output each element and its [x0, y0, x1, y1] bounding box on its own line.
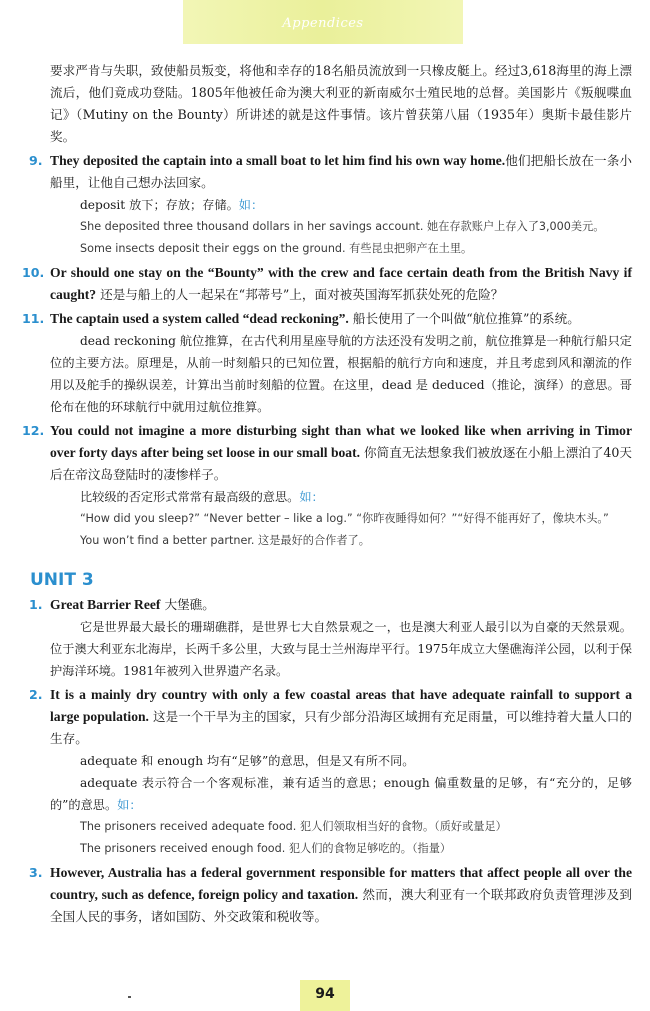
note-term: adequate 表示符合一个客观标准，兼有适当的意思；enough 偏重数量的足够，有“充分的，足够的”的意思。: [50, 776, 632, 812]
example-line: [32, 508, 632, 530]
item-number: 3.: [29, 865, 43, 880]
header-title: Appendices: [282, 16, 364, 31]
item-english: The captain used a system called “dead reckoning”.: [50, 311, 349, 326]
item-note: 它是世界最大最长的珊瑚礁群，是世界七大自然景观之一，也是澳大利亚人最引以为自豪的天然景观。位于澳大利亚东北海岸，长两千多公里，大致与昆士兰州海岸平行。1975年成立大堡礁海洋公园，以利于保护海洋环境。1981年被列入世界遗产名录。: [50, 620, 632, 678]
item-sentence: [50, 862, 632, 928]
stray-mark: [128, 996, 131, 998]
item-english: It is a mainly dry country with only a few coastal areas that have adequate rainfall to support a large population.: [50, 687, 632, 724]
note-label: 如：: [117, 798, 142, 812]
item-note: adequate 和 enough 均有“足够”的意思，但是又有所不同。: [80, 754, 415, 768]
note-item-9: [29, 150, 632, 194]
item-sentence: [50, 594, 632, 616]
note-item-u3-3: [29, 862, 632, 928]
example-chinese: 有些昆虫把卵产在土里。: [349, 242, 473, 255]
example-chinese: 她在存款账户上存入了3,000美元。: [427, 220, 605, 233]
item-english: Great Barrier Reef: [50, 597, 161, 612]
example-english: Some insects deposit their eggs on the ground.: [80, 242, 346, 255]
item-number: 12.: [22, 423, 45, 438]
example-english: You won’t find a better partner.: [80, 534, 255, 547]
item-number: 1.: [29, 597, 43, 612]
note-item-u3-1: [29, 594, 632, 616]
item-english: They deposited the captain into a small boat to let him find his own way home.: [50, 153, 506, 168]
item-english: You could not imagine a more disturbing sight than what we looked like when arriving in Timor over forty days after being set loose in our small boat.: [50, 423, 632, 460]
note-label: 如：: [238, 198, 264, 212]
item-sentence: [50, 684, 632, 750]
example-line: [32, 238, 632, 260]
item-sentence: [50, 308, 632, 330]
note-term: deposit 放下；存放；存储。: [80, 198, 239, 212]
note-item-10: [22, 262, 632, 306]
item-chinese: 这是一个干旱为主的国家，只有少部分沿海区域拥有充足雨量，可以维持着大量人口的生存。: [50, 709, 632, 746]
note-item-11: [22, 308, 632, 330]
example-line: [32, 816, 632, 838]
item-note: [32, 194, 632, 216]
item-note: [32, 486, 632, 508]
example-line: [32, 216, 632, 238]
item-number: 2.: [29, 687, 43, 702]
item-chinese: 他们把船长放在一条小船里，让他自己想办法回家。: [50, 153, 632, 190]
item-chinese: 你简直无法想象我们被放逐在小船上漂泊了40天后在帝汶岛登陆时的凄惨样子。: [50, 445, 632, 482]
example-line: [32, 530, 632, 552]
example-english: “How did you sleep?” “Never better – like a log.”: [80, 512, 353, 525]
item-english: However, Australia has a federal government responsible for matters that affect people all over the country, such as defence, foreign policy and taxation.: [50, 865, 632, 902]
item-number: 10.: [22, 265, 45, 280]
note-term: 比较级的否定形式常常有最高级的意思。: [80, 490, 300, 504]
item-chinese: 大堡礁。: [164, 597, 215, 612]
item-chinese: 然而，澳大利亚有一个联邦政府负责管理涉及到全国人民的事务，诸如国防、外交政策和税收等。: [50, 887, 632, 924]
example-chinese: 犯人们的食物足够吃的。（指量）: [288, 842, 452, 855]
page-number-box: [300, 980, 350, 1011]
example-chinese: 犯人们领取相当好的食物。（质好或量足）: [299, 820, 507, 833]
item-note: dead reckoning 航位推算，在古代利用星座导航的方法还没有发明之前，航位推算是一种航行船只定位的主要方法。原理是，从前一时刻船只的已知位置，根据船的航行方向和速度，并且考虑到风和潮流的作用以及舵手的操纵误差，计算出当前时刻船的位置。在这里，dead 是 deduced（推论，演绎）的意思。哥伦布在他的环球航行中就用过航位推算。: [50, 334, 632, 414]
header-band: [183, 0, 463, 44]
example-english: The prisoners received adequate food.: [80, 820, 297, 833]
note-item-12: [22, 420, 632, 486]
item-sentence: [50, 262, 632, 306]
item-english: Or should one stay on the “Bounty” with the crew and face certain death from the British Navy if caught?: [50, 265, 632, 302]
item-number: 11.: [22, 311, 45, 326]
item-note: [32, 772, 632, 816]
example-english: The prisoners received enough food.: [80, 842, 286, 855]
example-chinese: 这是最好的合作者了。: [258, 534, 370, 547]
item-sentence: [50, 150, 632, 194]
note-label: 如：: [299, 490, 324, 504]
example-line: [32, 838, 632, 860]
page-number: 94: [315, 986, 335, 1002]
item-chinese: 船长使用了一个叫做“航位推算”的系统。: [352, 311, 580, 326]
top-paragraph: 要求严肯与失职，致使船员叛变，将他和幸存的18名船员流放到一只橡皮艇上。经过3,618海里的海上漂流后，他们竟成功登陆。1805年他被任命为澳大利亚的新南威尔士殖民地的总督。美国影片《叛舰喋血记》（Mutiny on the Bounty）所讲述的就是这件事情。该片曾获第八届（1935年）奥斯卡最佳影片奖。: [50, 63, 632, 144]
item-chinese: 还是与船上的人一起呆在“邦蒂号”上，面对被英国海军抓获处死的危险？: [100, 287, 504, 302]
note-item-u3-2: [29, 684, 632, 750]
unit-title: UNIT 3: [30, 570, 94, 590]
item-number: 9.: [29, 153, 43, 168]
example-chinese: “你昨夜睡得如何？”“好得不能再好了，像块木头。”: [356, 512, 609, 525]
example-english: She deposited three thousand dollars in her savings account.: [80, 220, 424, 233]
page-content: [22, 60, 632, 928]
item-sentence: [50, 420, 632, 486]
